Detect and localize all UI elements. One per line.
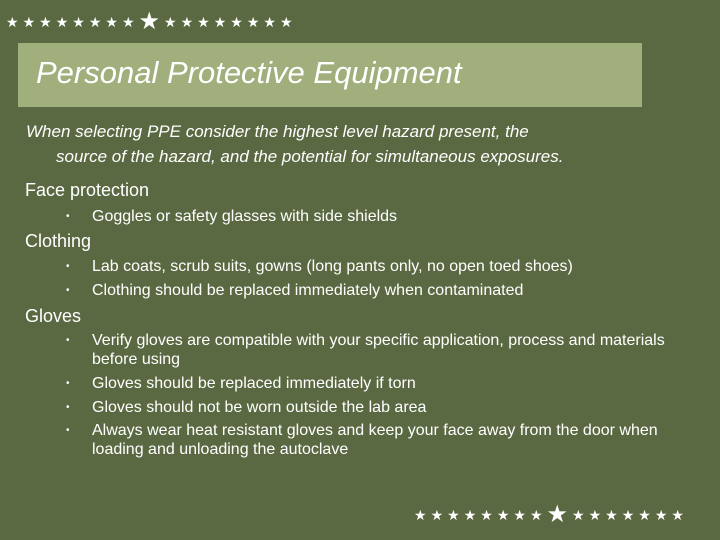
star-icon: ★ bbox=[164, 14, 177, 30]
star-icon: ★ bbox=[88, 14, 102, 30]
star-icon: ★ bbox=[654, 507, 668, 523]
list-item bbox=[66, 281, 686, 300]
star-icon: ★ bbox=[463, 507, 477, 523]
bullet-icon: • bbox=[66, 402, 70, 413]
star-icon: ★ bbox=[22, 14, 36, 30]
section-heading-gloves: Gloves bbox=[25, 306, 82, 326]
star-icon: ★ bbox=[180, 14, 194, 30]
list-item-text: Goggles or safety glasses with side shields bbox=[92, 208, 398, 225]
list-item bbox=[66, 398, 686, 417]
star-icon: ★ bbox=[529, 507, 543, 523]
star-icon: ★ bbox=[197, 14, 210, 30]
star-icon: ★ bbox=[263, 14, 276, 30]
list-item-text: Always wear heat resistant gloves and keep your face away from the door when loading and unloading the autoclave bbox=[92, 422, 658, 458]
star-icon: ★ bbox=[638, 507, 651, 523]
slide-title: Personal Protective Equipment bbox=[36, 55, 462, 90]
star-icon: ★ bbox=[605, 507, 618, 523]
star-icon: ★ bbox=[213, 14, 227, 30]
star-icon: ★ bbox=[39, 14, 52, 30]
star-icon: ★ bbox=[430, 507, 444, 523]
list-item bbox=[66, 257, 686, 276]
star-icon: ★ bbox=[246, 14, 260, 30]
list-item bbox=[66, 421, 686, 459]
star-icon: ★ bbox=[480, 507, 493, 523]
list-item-text: Lab coats, scrub suits, gowns (long pants only, no open toed shoes) bbox=[92, 258, 573, 275]
large-star-icon: ★ bbox=[546, 501, 569, 528]
large-star-icon: ★ bbox=[138, 8, 161, 35]
star-icon: ★ bbox=[72, 14, 85, 30]
list-item bbox=[66, 374, 686, 393]
bullet-icon: • bbox=[66, 425, 70, 436]
star-icon: ★ bbox=[6, 14, 19, 30]
star-icon: ★ bbox=[513, 507, 526, 523]
star-icon: ★ bbox=[105, 14, 118, 30]
bullet-icon: • bbox=[66, 211, 70, 222]
intro-line-1: When selecting PPE consider the highest level hazard present, the bbox=[26, 122, 529, 141]
bullet-icon: • bbox=[66, 285, 70, 296]
top-star-border bbox=[6, 10, 297, 34]
bullet-icon: • bbox=[66, 335, 70, 346]
star-icon: ★ bbox=[121, 14, 135, 30]
list-item bbox=[66, 207, 686, 226]
bullet-icon: • bbox=[66, 261, 70, 272]
title-band bbox=[18, 43, 642, 107]
list-item-text: Gloves should not be worn outside the lab area bbox=[92, 399, 427, 416]
section-heading-clothing: Clothing bbox=[25, 231, 92, 251]
intro-paragraph bbox=[26, 119, 676, 169]
bullet-icon: • bbox=[66, 378, 70, 389]
section-heading-face-protection: Face protection bbox=[25, 180, 150, 200]
list-item-text: Gloves should be replaced immediately if torn bbox=[92, 375, 416, 392]
star-icon: ★ bbox=[671, 507, 684, 523]
intro-line-2: source of the hazard, and the potential for simultaneous exposures. bbox=[56, 147, 564, 166]
star-icon: ★ bbox=[55, 14, 69, 30]
star-icon: ★ bbox=[588, 507, 602, 523]
list-item-text: Verify gloves are compatible with your specific application, process and materials before using bbox=[92, 332, 665, 368]
star-icon: ★ bbox=[279, 14, 293, 30]
star-icon: ★ bbox=[621, 507, 635, 523]
bottom-star-border bbox=[414, 503, 688, 527]
list-item bbox=[66, 331, 686, 369]
star-icon: ★ bbox=[496, 507, 510, 523]
star-icon: ★ bbox=[447, 507, 460, 523]
star-icon: ★ bbox=[414, 507, 427, 523]
star-icon: ★ bbox=[572, 507, 585, 523]
list-item-text: Clothing should be replaced immediately when contaminated bbox=[92, 282, 524, 299]
star-icon: ★ bbox=[230, 14, 243, 30]
